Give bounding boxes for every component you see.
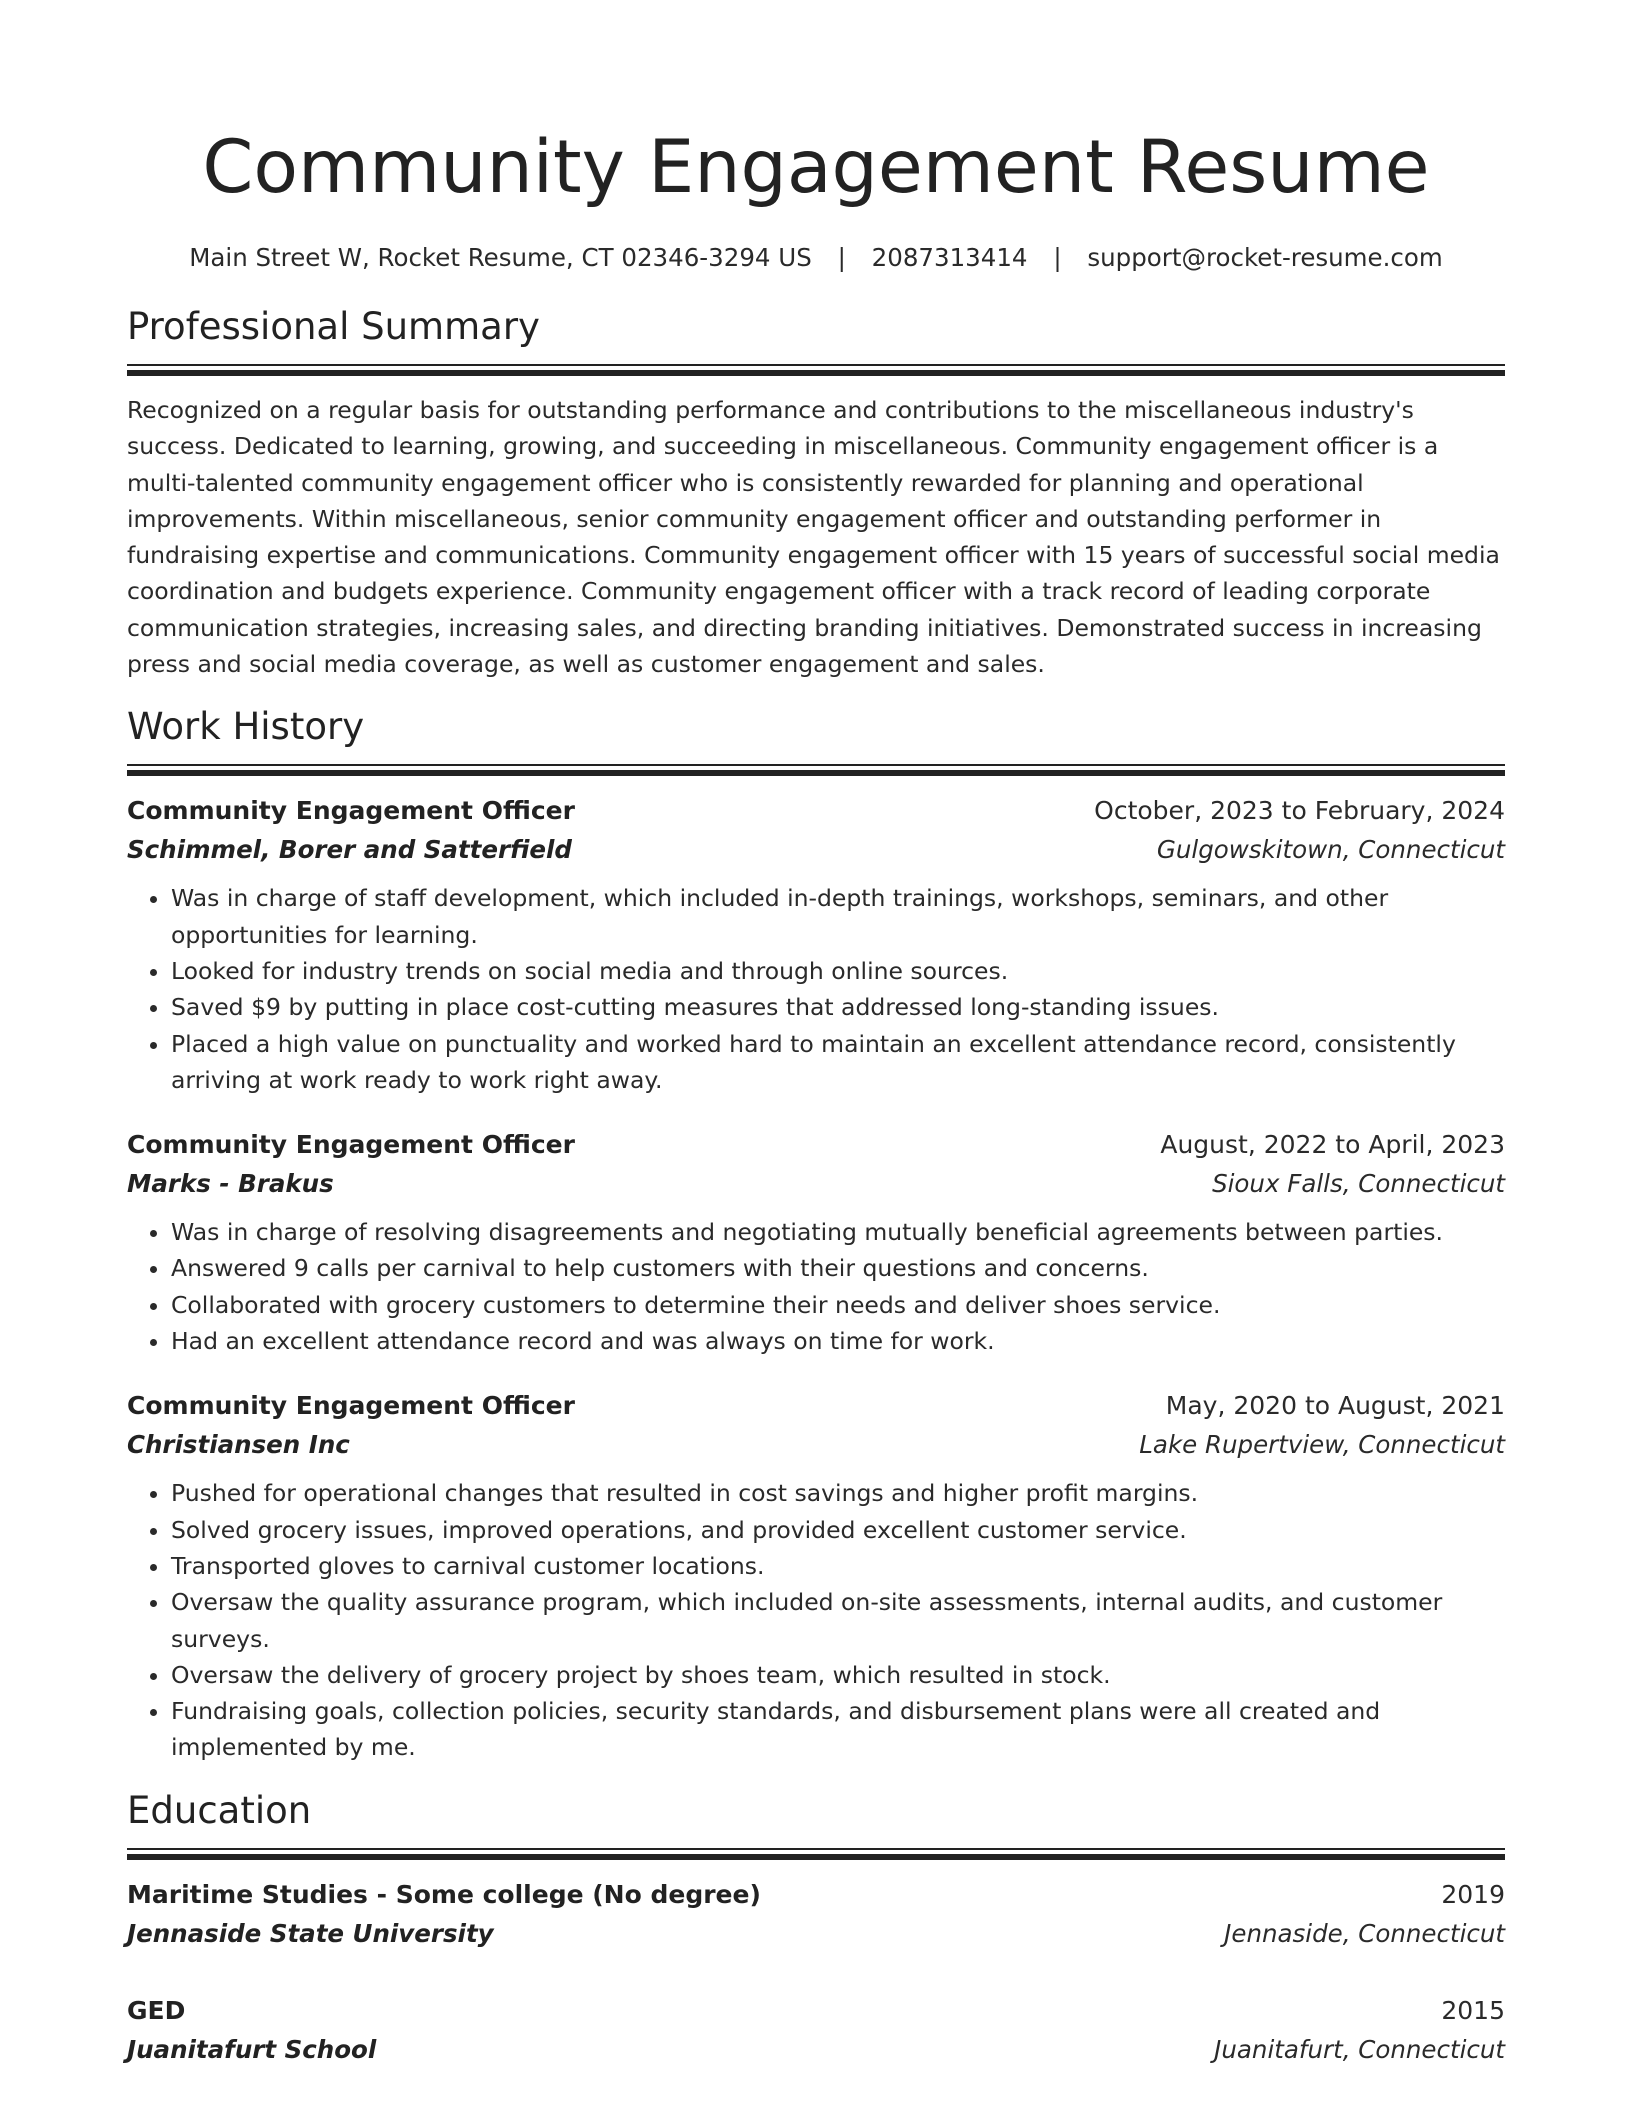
- job-title: Community Engagement Officer: [127, 1391, 575, 1421]
- contact-separator: |: [837, 243, 846, 272]
- job-bullet: • Solved grocery issues, improved operations, and provided excellent customer service.: [171, 1512, 1505, 1548]
- section-divider: [127, 364, 1505, 376]
- job-bullet: • Pushed for operational changes that resulted in cost savings and higher profit margins.: [171, 1475, 1505, 1511]
- job-bullet: • Oversaw the quality assurance program, which included on-site assessments, internal audits, and customer surveys.: [171, 1584, 1505, 1657]
- education-entry: [127, 1876, 1505, 1954]
- job-title: Community Engagement Officer: [127, 796, 575, 826]
- job-bullets: [127, 1475, 1505, 1765]
- job-dates: May, 2020 to August, 2021: [1165, 1391, 1505, 1421]
- section-heading-education: Education: [127, 1788, 312, 1832]
- education-entry: [127, 1992, 1505, 2070]
- job-bullet: • Oversaw the delivery of grocery project by shoes team, which resulted in stock.: [171, 1657, 1505, 1693]
- job-bullet: • Looked for industry trends on social media and through online sources.: [171, 953, 1505, 989]
- job-title: Community Engagement Officer: [127, 1130, 575, 1160]
- contact-phone: 2087313414: [871, 243, 1028, 272]
- education-school: Jennaside State University: [127, 1918, 494, 1948]
- education-degree: GED: [127, 1995, 186, 2025]
- contact-line: [127, 242, 1505, 274]
- job-company: Christiansen Inc: [127, 1430, 350, 1460]
- job-location: Gulgowskitown, Connecticut: [1156, 835, 1505, 865]
- section-divider: [127, 1848, 1505, 1860]
- job-bullet: • Answered 9 calls per carnival to help customers with their questions and concerns.: [171, 1250, 1505, 1286]
- job-entry: [127, 1126, 1505, 1359]
- job-bullet: • Placed a high value on punctuality and worked hard to maintain an excellent attendance record, consistently arriving at work ready to work right away.: [171, 1026, 1505, 1099]
- education-location: Jennaside, Connecticut: [1224, 1918, 1505, 1948]
- resume-title: Community Engagement Resume: [202, 125, 1430, 210]
- education-year: 2019: [1441, 1879, 1505, 1909]
- job-bullet: • Was in charge of resolving disagreements and negotiating mutually beneficial agreements between parties.: [171, 1214, 1505, 1250]
- education-location: Juanitafurt, Connecticut: [1214, 2034, 1505, 2064]
- job-bullet: • Fundraising goals, collection policies, security standards, and disbursement plans were all created and implemented by me.: [171, 1693, 1505, 1766]
- section-heading-work: Work History: [127, 705, 365, 749]
- job-company: Schimmel, Borer and Satterfield: [127, 835, 572, 865]
- job-bullet: • Saved $9 by putting in place cost-cutting measures that addressed long-standing issues.: [171, 989, 1505, 1025]
- section-divider: [127, 764, 1505, 776]
- job-bullet: • Was in charge of staff development, which included in-depth trainings, workshops, seminars, and other opportunities for learning.: [171, 880, 1505, 953]
- job-location: Lake Rupertview, Connecticut: [1139, 1430, 1505, 1460]
- contact-separator: |: [1053, 243, 1062, 272]
- contact-email: support@rocket-resume.com: [1087, 243, 1443, 272]
- education-school: Juanitafurt School: [127, 2034, 377, 2064]
- job-entry: [127, 1387, 1505, 1765]
- job-entry: [127, 792, 1505, 1098]
- education-year: 2015: [1441, 1995, 1505, 2025]
- job-location: Sioux Falls, Connecticut: [1212, 1169, 1505, 1199]
- job-bullet: • Had an excellent attendance record and was always on time for work.: [171, 1323, 1505, 1359]
- contact-address: Main Street W, Rocket Resume, CT 02346-3294 US: [189, 243, 812, 272]
- job-dates: August, 2022 to April, 2023: [1160, 1130, 1505, 1160]
- work-section: [127, 702, 1505, 1765]
- job-company: Marks - Brakus: [127, 1169, 334, 1199]
- job-bullet: • Collaborated with grocery customers to determine their needs and deliver shoes service.: [171, 1287, 1505, 1323]
- job-bullets: [127, 880, 1505, 1098]
- section-heading-summary: Professional Summary: [127, 305, 540, 348]
- job-bullet: • Transported gloves to carnival customer locations.: [171, 1548, 1505, 1584]
- summary-text: Recognized on a regular basis for outstanding performance and contributions to the miscellaneous industry's success. Dedicated to learning, growing, and succeeding in miscellaneous. Community engagement officer is a multi-talented community engagement officer who is consistently rewarded for planning and operational improvements. Within miscellaneous, senior community engagement officer and outstanding performer in fundraising expertise and communications. Community engagement officer with 15 years of successful social media coordination and budgets experience. Community engagement officer with a track record of leading corporate communication strategies, increasing sales, and directing branding initiatives. Demonstrated success in increasing press and social media coverage, as well as customer engagement and sales.: [127, 396, 1500, 679]
- job-bullets: [127, 1214, 1505, 1359]
- summary-section: [127, 302, 1505, 682]
- job-dates: October, 2023 to February, 2024: [1094, 796, 1505, 826]
- education-section: [127, 1786, 1505, 2070]
- education-degree: Maritime Studies - Some college (No degree): [127, 1879, 761, 1909]
